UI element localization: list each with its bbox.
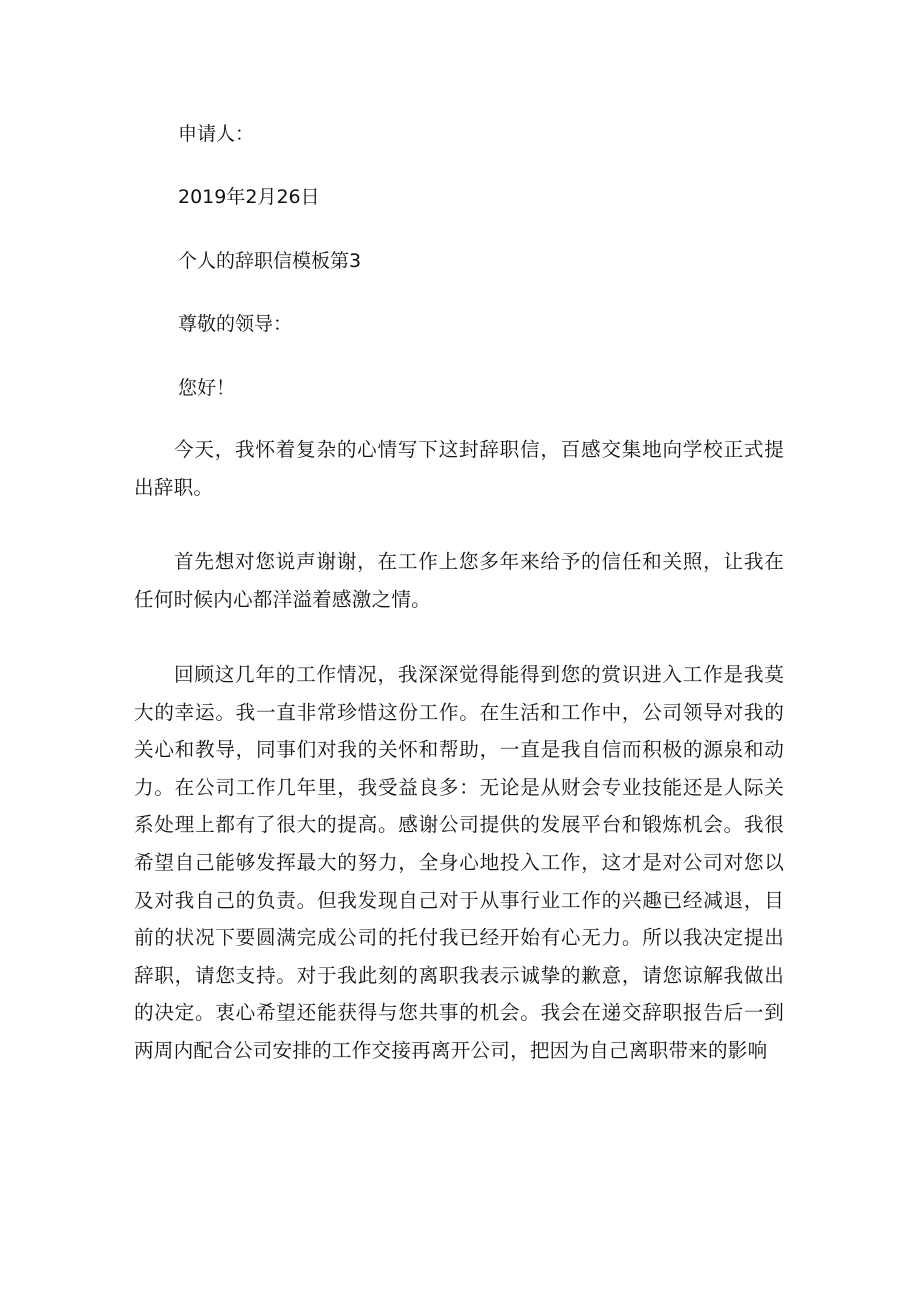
- date: 2019年2月26日: [178, 186, 320, 208]
- salutation: 尊敬的领导：: [178, 313, 293, 335]
- greeting: 您好！: [178, 377, 236, 399]
- section-title: 个人的辞职信模板第3: [178, 250, 362, 272]
- paragraph-review: 回顾这几年的工作情况，我深深觉得能得到您的赏识进入工作是我莫大的幸运。我一直非常珍惜这份工作。在生活和工作中，公司领导对我的关心和教导，同事们对我的关怀和帮助，一直是我自信而积极的源泉和动力。在公司工作几年里，我受益良多：无论是从财会专业技能还是人际关系处理上都有了很大的提高。感谢公司提供的发展平台和锻炼机会。我很希望自己能够发挥最大的努力，全身心地投入工作，这才是对公司对您以及对我自己的负责。但我发现自己对于从事行业工作的兴趣已经减退，目前的状况下要圆满完成公司的托付我已经开始有心无力。所以我决定提出辞职，请您支持。对于我此刻的离职我表示诚挚的歉意，请您谅解我做出的决定。衷心希望还能获得与您共事的机会。我会在递交辞职报告后一到两周内配合公司安排的工作交接再离开公司，把因为自己离职带来的影响: [134, 663, 784, 1062]
- applicant-label: 申请人：: [178, 123, 255, 145]
- paragraph-thanks: 首先想对您说声谢谢，在工作上您多年来给予的信任和关照，让我在任何时候内心都洋溢着感激之情。: [134, 550, 784, 611]
- paragraph-intro: 今天，我怀着复杂的心情写下这封辞职信，百感交集地向学校正式提出辞职。: [134, 438, 784, 499]
